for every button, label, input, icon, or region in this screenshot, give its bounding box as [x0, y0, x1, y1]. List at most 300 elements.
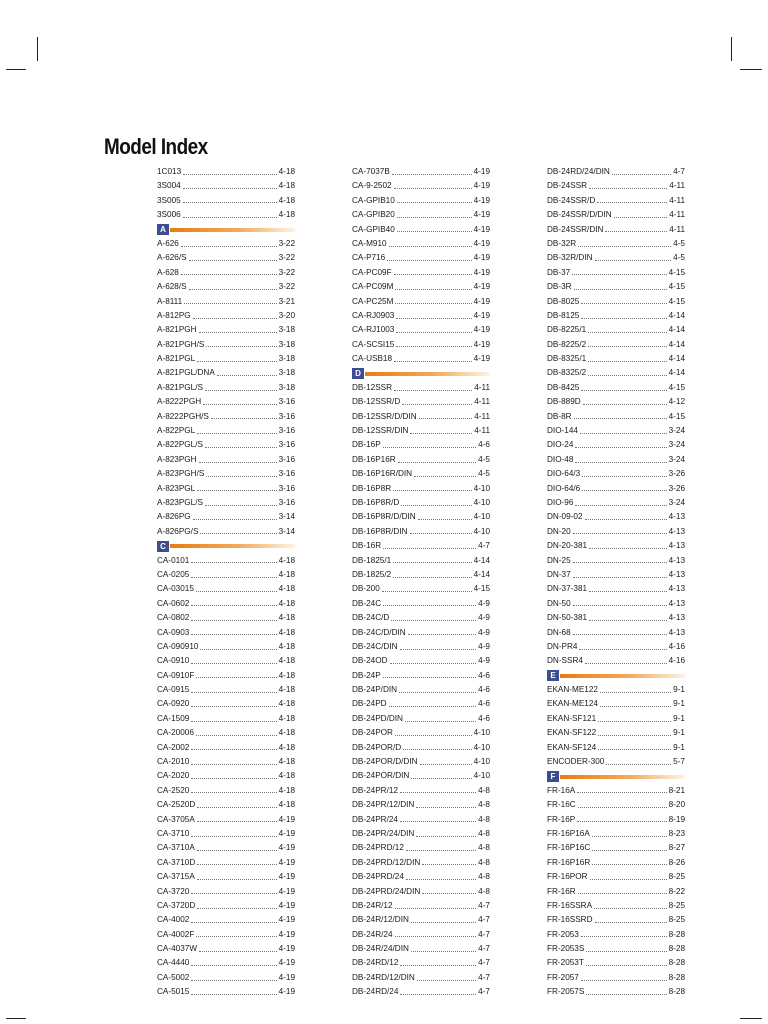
model-name: DB-32R/DIN [547, 253, 593, 263]
page-number: 4-7 [478, 915, 490, 925]
index-entry [547, 985, 685, 999]
model-name: CA-0910F [157, 670, 195, 680]
dot-leader [189, 260, 277, 261]
model-name: DB-16P [352, 440, 381, 450]
model-name: DB-24RD/24/DIN [547, 167, 610, 176]
model-name: CA-3720 [157, 886, 190, 896]
dot-leader [582, 490, 666, 491]
index-entry [157, 856, 295, 870]
page-number: 4-19 [278, 972, 295, 982]
index-entry [157, 381, 295, 395]
model-name: DIO-144 [547, 426, 578, 436]
model-name: DB-12SSR/D/DIN [352, 411, 417, 421]
dot-leader [191, 634, 276, 635]
dot-leader [573, 533, 667, 534]
model-name: A-826PG [157, 512, 191, 522]
index-entry [352, 928, 490, 942]
index-entry [547, 885, 685, 899]
model-name: DB-1825/2 [352, 569, 392, 579]
page-number: 4-13 [668, 627, 685, 637]
model-name: DB-24PR/12/DIN [352, 800, 415, 810]
dot-leader [392, 174, 472, 175]
page-number: 4-11 [669, 224, 685, 234]
crop-mark-top-left-vertical [37, 37, 38, 61]
page-number: 4-19 [473, 267, 490, 277]
page-number: 4-19 [473, 210, 490, 220]
page-number: 3-21 [278, 296, 295, 306]
model-name: DB-8R [547, 411, 572, 421]
index-entry [547, 928, 685, 942]
dot-leader [191, 980, 276, 981]
dot-leader [588, 361, 666, 362]
index-entry [547, 813, 685, 827]
dot-leader [395, 908, 477, 909]
index-entry [547, 827, 685, 841]
dot-leader [206, 476, 276, 477]
model-name: DB-24PR/24/DIN [352, 828, 415, 838]
dot-leader [184, 303, 276, 304]
page-number: 4-18 [278, 641, 295, 651]
model-name: CA-USB18 [352, 354, 393, 364]
page-number: 8-23 [668, 828, 685, 838]
model-name: DB-24PR/24 [352, 814, 398, 824]
index-entry [352, 237, 490, 251]
model-name: DN-20 [547, 526, 571, 536]
page-number: 4-6 [478, 713, 490, 723]
dot-leader [398, 462, 476, 463]
dot-leader [205, 505, 277, 506]
page-number: 4-5 [478, 469, 490, 479]
dot-leader [196, 677, 276, 678]
page-number: 4-10 [473, 526, 490, 536]
model-name: DB-24C/D/DIN [352, 627, 406, 637]
dot-leader [211, 418, 277, 419]
crop-mark-top-right-vertical [731, 37, 732, 61]
dot-leader [579, 649, 666, 650]
model-name: DB-37 [547, 267, 571, 277]
page-number: 5-7 [673, 757, 685, 767]
page-number: 4-18 [278, 181, 295, 191]
page-number: 4-10 [473, 497, 490, 507]
page-number: 3-18 [278, 354, 295, 364]
dot-leader [191, 605, 276, 606]
model-name: A-626/S [157, 253, 187, 263]
model-name: DB-24PD [352, 699, 387, 709]
page-number: 4-18 [278, 800, 295, 810]
page-number: 4-8 [478, 800, 490, 810]
index-entry [157, 467, 295, 481]
dot-leader [581, 303, 666, 304]
dot-leader [573, 605, 667, 606]
page-number: 3-24 [668, 497, 685, 507]
page-number: 3-16 [278, 497, 295, 507]
dot-leader [600, 706, 671, 707]
model-name: FR-2057S [547, 987, 585, 997]
index-entry [547, 165, 685, 179]
index-entry [547, 424, 685, 438]
index-entry [157, 913, 295, 927]
dot-leader [191, 778, 276, 779]
model-name: CA-3710D [157, 857, 196, 867]
dot-leader [191, 764, 276, 765]
page-number: 4-19 [473, 181, 490, 191]
model-name: DB-32R [547, 238, 577, 248]
dot-leader [589, 620, 667, 621]
dot-leader [400, 994, 476, 995]
model-name: DIO-48 [547, 454, 574, 464]
index-entry [157, 956, 295, 970]
index-entry [547, 712, 685, 726]
page-number: 4-16 [668, 641, 685, 651]
page-number: 4-19 [278, 857, 295, 867]
index-entry [352, 568, 490, 582]
index-entry [157, 827, 295, 841]
index-entry [547, 539, 685, 553]
model-name: CA-20006 [157, 728, 194, 738]
model-name: CA-2020 [157, 771, 190, 781]
index-entry [352, 266, 490, 280]
crop-mark-bottom-left-horizontal [6, 1018, 26, 1019]
model-name: FR-16C [547, 800, 576, 810]
index-entry [352, 525, 490, 539]
dot-leader [396, 332, 471, 333]
model-name: FR-16SSRA [547, 900, 593, 910]
model-name: CA-2520D [157, 800, 196, 810]
index-entry [352, 669, 490, 683]
model-name: DB-24OD [352, 656, 388, 666]
page-number: 4-7 [478, 972, 490, 982]
model-name: FR-2053T [547, 958, 584, 968]
index-entry [547, 410, 685, 424]
page-number: 4-13 [668, 541, 685, 551]
index-entry [157, 741, 295, 755]
index-entry [352, 280, 490, 294]
page-number: 9-1 [673, 728, 685, 738]
page-number: 4-18 [278, 195, 295, 205]
index-entry [352, 223, 490, 237]
page-number: 8-27 [668, 843, 685, 853]
index-entry [547, 208, 685, 222]
page-number: 4-19 [278, 828, 295, 838]
dot-leader [406, 879, 476, 880]
page-number: 4-13 [668, 569, 685, 579]
page-number: 4-14 [668, 310, 685, 320]
page-number: 4-18 [278, 656, 295, 666]
index-entry [352, 971, 490, 985]
index-entry [547, 510, 685, 524]
model-name: CA-GPIB20 [352, 210, 395, 220]
index-entry [352, 885, 490, 899]
page-number: 4-10 [473, 757, 490, 767]
dot-leader [395, 735, 472, 736]
index-entry [157, 841, 295, 855]
page-title: Model Index [104, 134, 208, 159]
model-name: DB-24C/DIN [352, 641, 398, 651]
page-number: 8-28 [668, 944, 685, 954]
page-number: 4-7 [478, 900, 490, 910]
model-name: DB-12SSR/D [352, 397, 401, 407]
index-entry [352, 611, 490, 625]
index-entry [352, 482, 490, 496]
model-name: CA-0205 [157, 569, 190, 579]
page-number: 8-25 [668, 900, 685, 910]
dot-leader [414, 476, 476, 477]
page-number: 4-5 [478, 454, 490, 464]
page-number: 4-15 [668, 296, 685, 306]
dot-leader [217, 375, 277, 376]
page-number: 3-14 [278, 526, 295, 536]
page-number: 4-18 [278, 785, 295, 795]
dot-leader [199, 951, 277, 952]
index-entry [157, 366, 295, 380]
index-entry [157, 395, 295, 409]
page-number: 4-19 [473, 167, 490, 176]
model-name: CA-3710 [157, 828, 190, 838]
model-name: CA-RJ0903 [352, 310, 395, 320]
index-entry [157, 683, 295, 697]
dot-leader [200, 649, 276, 650]
dot-leader [597, 202, 667, 203]
page-number: 4-13 [668, 613, 685, 623]
page-number: 8-22 [668, 886, 685, 896]
model-name: DB-24RD/24 [352, 987, 399, 997]
index-entry [352, 208, 490, 222]
model-name: A-628 [157, 267, 179, 277]
index-entry [547, 654, 685, 668]
index-entry [157, 410, 295, 424]
page-number: 4-19 [278, 915, 295, 925]
dot-leader [402, 404, 472, 405]
dot-leader [422, 893, 476, 894]
page-number: 4-19 [473, 282, 490, 292]
page-number: 4-8 [478, 843, 490, 853]
model-name: CA-2010 [157, 757, 190, 767]
index-entry [352, 985, 490, 999]
page-number: 4-6 [478, 440, 490, 450]
index-entry [157, 323, 295, 337]
index-entry [352, 410, 490, 424]
index-entry [352, 539, 490, 553]
index-entry [547, 683, 685, 697]
page-number: 4-8 [478, 814, 490, 824]
dot-leader [417, 980, 476, 981]
index-entry [157, 338, 295, 352]
dot-leader [411, 922, 476, 923]
dot-leader [588, 375, 666, 376]
index-entry [352, 309, 490, 323]
index-entry [157, 971, 295, 985]
dot-leader [577, 792, 666, 793]
dot-leader [420, 764, 472, 765]
page-number: 3-18 [278, 325, 295, 335]
dot-leader [598, 749, 671, 750]
page-number: 4-8 [478, 872, 490, 882]
dot-leader [598, 721, 671, 722]
dot-leader [393, 562, 471, 563]
dot-leader [573, 634, 667, 635]
dot-leader [191, 749, 276, 750]
model-name: A-821PGL [157, 354, 196, 364]
dot-leader [594, 908, 667, 909]
model-name: CA-0915 [157, 685, 190, 695]
dot-leader [383, 447, 476, 448]
model-name: DB-12SSR/DIN [352, 426, 409, 436]
index-entry [547, 438, 685, 452]
page-number: 4-11 [474, 426, 490, 436]
dot-leader [197, 908, 276, 909]
dot-leader [595, 922, 667, 923]
page-number: 4-11 [669, 181, 685, 191]
index-entry [547, 841, 685, 855]
dot-leader [389, 246, 472, 247]
model-name: CA-5002 [157, 972, 190, 982]
page-number: 3-16 [278, 454, 295, 464]
index-entry [352, 640, 490, 654]
index-entry [547, 309, 685, 323]
index-entry [157, 712, 295, 726]
model-name: FR-2057 [547, 972, 579, 982]
dot-leader [581, 318, 666, 319]
index-entry [352, 913, 490, 927]
model-name: DB-16P16R [352, 454, 396, 464]
model-name: DB-24SSR [547, 181, 588, 191]
index-entry [157, 251, 295, 265]
dot-leader [395, 936, 477, 937]
index-entry [157, 165, 295, 179]
model-name: A-823PGH [157, 454, 197, 464]
model-name: A-8111 [157, 296, 183, 306]
page-number: 4-19 [278, 987, 295, 997]
dot-leader [408, 634, 476, 635]
dot-leader [416, 807, 476, 808]
model-name: CA-3720D [157, 900, 196, 910]
page-number: 4-7 [673, 167, 685, 176]
dot-leader [578, 893, 667, 894]
index-entry [547, 626, 685, 640]
model-name: CA-0602 [157, 598, 190, 608]
dot-leader [199, 332, 277, 333]
page-number: 9-1 [673, 685, 685, 695]
section-divider-bar [170, 228, 295, 232]
dot-leader [191, 893, 276, 894]
dot-leader [574, 289, 667, 290]
page-number: 4-10 [473, 771, 490, 781]
model-name: DB-24P/DIN [352, 685, 398, 695]
index-entry [547, 554, 685, 568]
page-number: 4-6 [478, 670, 490, 680]
model-name: FR-16SSRD [547, 915, 593, 925]
section-header [547, 769, 685, 783]
page-number: 3-18 [278, 339, 295, 349]
model-name: DB-24PRD/24/DIN [352, 886, 421, 896]
dot-leader [411, 778, 471, 779]
page-number: 3-18 [278, 368, 295, 378]
page-number: 4-7 [478, 987, 490, 997]
dot-leader [582, 476, 666, 477]
model-name: CA-0910 [157, 656, 190, 666]
index-entry [157, 266, 295, 280]
dot-leader [393, 490, 471, 491]
dot-leader [382, 591, 472, 592]
model-name: CA-PC09F [352, 267, 392, 277]
dot-leader [581, 936, 667, 937]
model-name: DB-8125 [547, 310, 580, 320]
page-number: 3-22 [278, 282, 295, 292]
model-name: EKAN-ME122 [547, 685, 598, 695]
page-number: 4-7 [478, 958, 490, 968]
page-number: 4-11 [669, 210, 685, 220]
index-entry [547, 395, 685, 409]
dot-leader [589, 188, 667, 189]
page-number: 4-14 [668, 368, 685, 378]
index-entry [157, 942, 295, 956]
page-number: 4-19 [278, 843, 295, 853]
index-entry [547, 798, 685, 812]
index-entry [547, 956, 685, 970]
dot-leader [394, 390, 472, 391]
index-entry [547, 179, 685, 193]
index-entry [157, 885, 295, 899]
page-number: 8-26 [668, 857, 685, 867]
dot-leader [191, 922, 276, 923]
index-entry [352, 769, 490, 783]
model-name: 3S005 [157, 195, 181, 205]
page-number: 8-28 [668, 987, 685, 997]
index-entry [547, 582, 685, 596]
index-entry [547, 496, 685, 510]
page-number: 4-19 [473, 253, 490, 263]
page-number: 4-11 [669, 195, 685, 205]
index-entry [157, 525, 295, 539]
index-entry [352, 726, 490, 740]
page-number: 4-18 [278, 757, 295, 767]
dot-leader [406, 850, 476, 851]
index-entry [547, 971, 685, 985]
model-name: DB-16P8R/DIN [352, 526, 408, 536]
model-name: CA-3715A [157, 872, 195, 882]
model-name: DB-24SSR/D/DIN [547, 210, 612, 220]
index-entry [157, 179, 295, 193]
model-name: EKAN-ME124 [547, 699, 598, 709]
model-name: CA-0101 [157, 555, 190, 565]
dot-leader [193, 519, 277, 520]
index-entry [352, 165, 490, 179]
dot-leader [387, 260, 471, 261]
model-name: EKAN-SF124 [547, 742, 597, 752]
page-number: 3-14 [278, 512, 295, 522]
model-name: CA-0920 [157, 699, 190, 709]
model-name: FR-16P16A [547, 828, 590, 838]
dot-leader [199, 462, 277, 463]
index-entry [547, 640, 685, 654]
index-entry [547, 223, 685, 237]
dot-leader [191, 692, 276, 693]
index-entry [157, 798, 295, 812]
dot-leader [418, 519, 472, 520]
page-number: 4-18 [278, 627, 295, 637]
model-name: CA-GPIB40 [352, 224, 395, 234]
model-name: DB-24RD/12 [352, 958, 399, 968]
page-number: 3-20 [278, 310, 295, 320]
index-entry [352, 381, 490, 395]
index-entry [157, 697, 295, 711]
section-divider-bar [170, 544, 295, 548]
index-entry [157, 295, 295, 309]
index-entry [157, 438, 295, 452]
index-entry [352, 395, 490, 409]
model-name: DB-16P16R/DIN [352, 469, 413, 479]
page-number: 4-19 [278, 886, 295, 896]
